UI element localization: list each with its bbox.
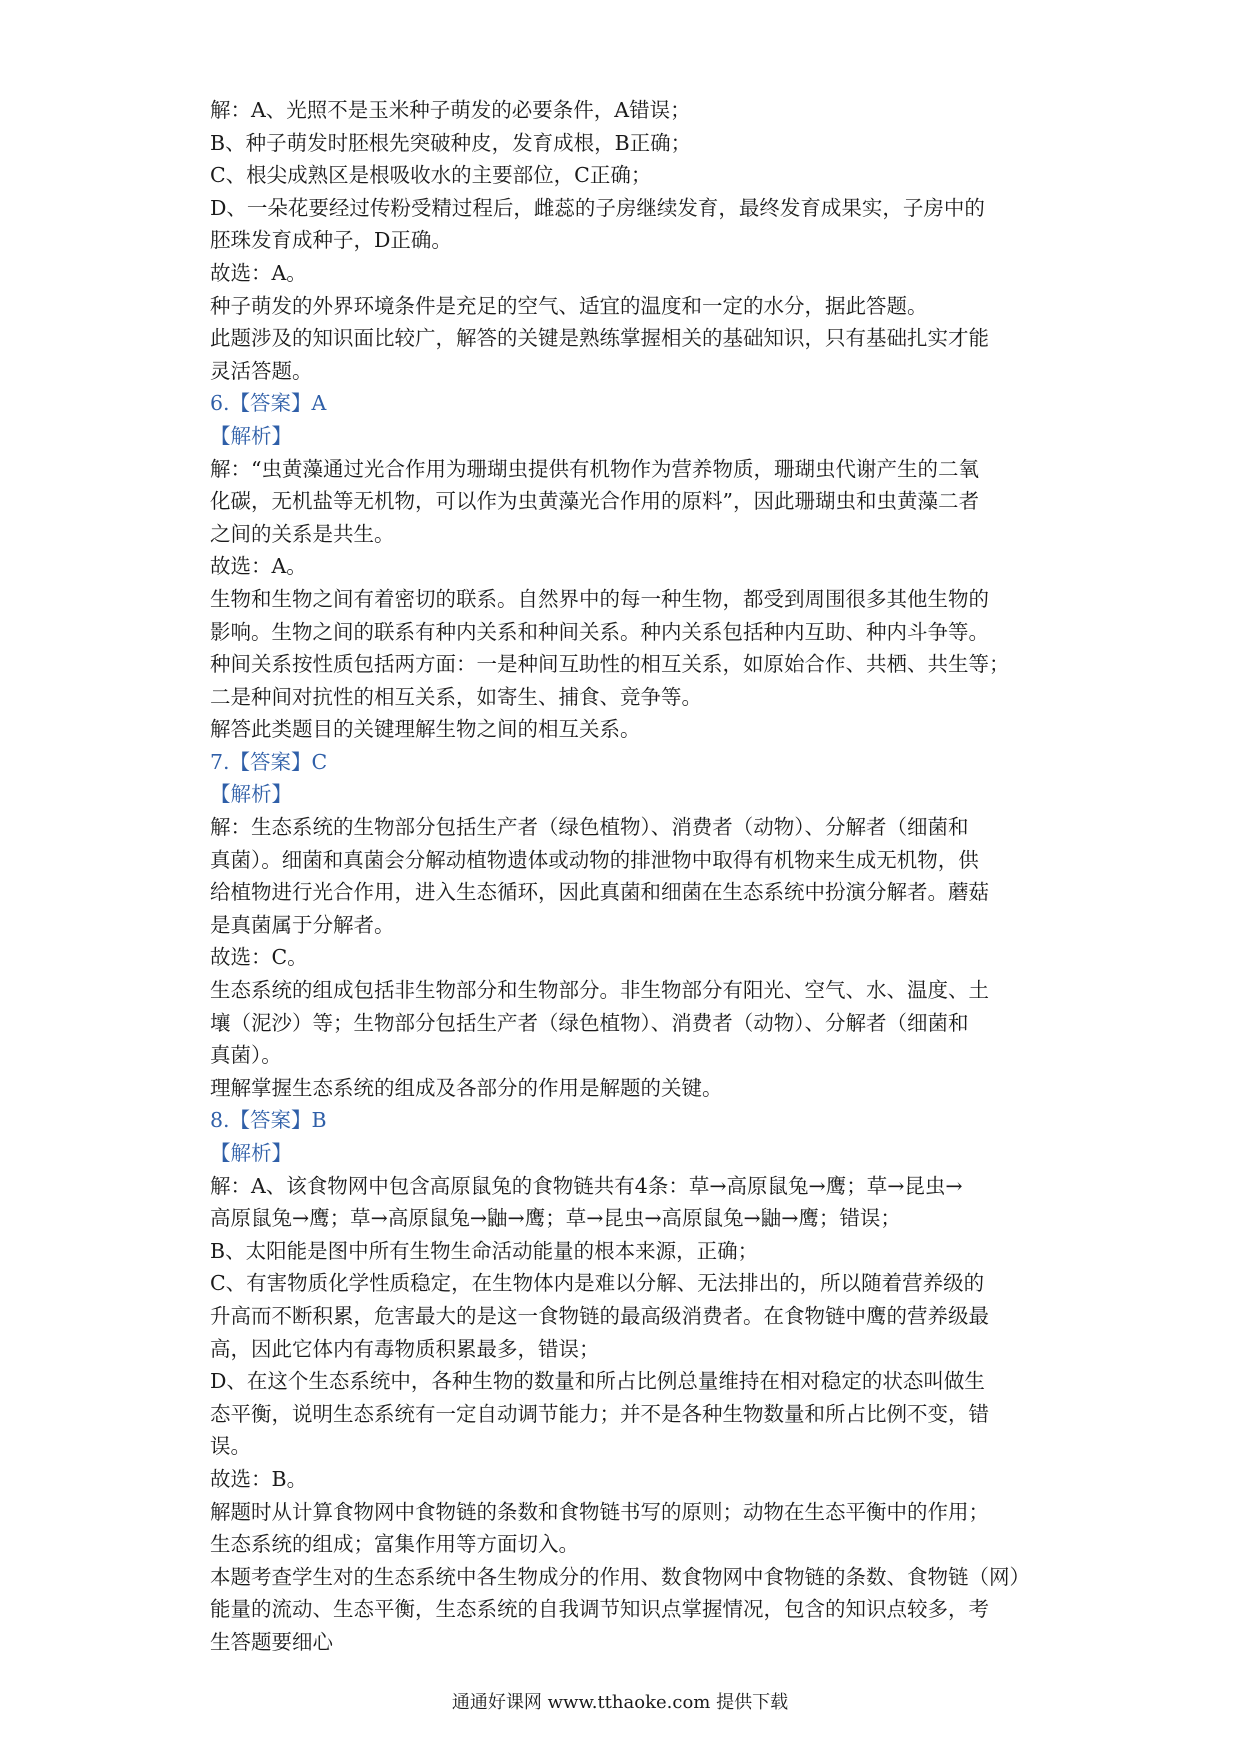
text-line: C、根尖成熟区是根吸收水的主要部位，C正确；	[210, 163, 652, 188]
text-line: 能量的流动、生态平衡，生态系统的自我调节知识点掌握情况，包含的知识点较多，考	[210, 1597, 989, 1622]
text-line: 故选：C。	[210, 945, 308, 970]
text-line: 真菌）。细菌和真菌会分解动植物遗体或动物的排泄物中取得有机物来生成无机物，供	[210, 847, 979, 872]
text-line: 解：生态系统的生物部分包括生产者（绿色植物）、消费者（动物）、分解者（细菌和	[210, 815, 969, 840]
text-line: C、有害物质化学性质稳定，在生物体内是难以分解、无法排出的，所以随着营养级的	[210, 1271, 985, 1296]
text-line: 影响。生物之间的联系有种内关系和种间关系。种内关系包括种内互助、种内斗争等。	[210, 619, 989, 644]
text-line: 灵活答题。	[210, 358, 313, 383]
text-line: 此题涉及的知识面比较广，解答的关键是熟练掌握相关的基础知识，只有基础扎实才能	[210, 326, 989, 351]
text-line: 解：“虫黄藻通过光合作用为珊瑚虫提供有机物作为营养物质，珊瑚虫代谢产生的二氧	[210, 456, 979, 481]
text-line: 真菌）。	[210, 1043, 282, 1068]
text-line: 给植物进行光合作用，进入生态循环，因此真菌和细菌在生态系统中扮演分解者。蘑菇	[210, 880, 989, 905]
page-footer: 通通好课网 www.tthaoke.com 提供下载	[451, 1692, 789, 1713]
text-line: 种间关系按性质包括两方面：一是种间互助性的相互关系，如原始合作、共栖、共生等；	[210, 652, 1010, 677]
text-line: 生物和生物之间有着密切的联系。自然界中的每一种生物，都受到周围很多其他生物的	[210, 586, 989, 611]
text-line: 生答题要细心	[210, 1629, 333, 1654]
section-heading-line: 7.【答案】C	[210, 749, 328, 774]
text-line: B、太阳能是图中所有生物生命活动能量的根本来源，正确；	[210, 1238, 759, 1263]
text-line: 故选：A。	[210, 554, 307, 579]
text-line: 理解掌握生态系统的组成及各部分的作用是解题的关键。	[210, 1075, 723, 1100]
text-line: 生态系统的组成包括非生物部分和生物部分。非生物部分有阳光、空气、水、温度、土	[210, 978, 989, 1003]
text-line: 高原鼠兔→鹰；草→高原鼠兔→鼬→鹰；草→昆虫→高原鼠兔→鼬→鹰；错误；	[210, 1206, 901, 1231]
text-line: 解题时从计算食物网中食物链的条数和食物链书写的原则；动物在生态平衡中的作用；	[210, 1499, 989, 1524]
text-line: D、在这个生态系统中，各种生物的数量和所占比例总量维持在相对稳定的状态叫做生	[210, 1369, 985, 1394]
text-line: 二是种间对抗性的相互关系，如寄生、捕食、竞争等。	[210, 684, 702, 709]
text-line: 壤（泥沙）等；生物部分包括生产者（绿色植物）、消费者（动物）、分解者（细菌和	[210, 1010, 969, 1035]
text-line: B、种子萌发时胚根先突破种皮，发育成根，B正确；	[210, 130, 692, 155]
section-heading-line: 【解析】	[210, 423, 292, 448]
text-line: 种子萌发的外界环境条件是充足的空气、适宜的温度和一定的水分，据此答题。	[210, 293, 928, 318]
text-line: 解答此类题目的关键理解生物之间的相互关系。	[210, 717, 641, 742]
text-line: 是真菌属于分解者。	[210, 912, 395, 937]
text-line: 化碳，无机盐等无机物，可以作为虫黄藻光合作用的原料”，因此珊瑚虫和虫黄藻二者	[210, 489, 979, 514]
text-line: D、一朵花要经过传粉受精过程后，雌蕊的子房继续发育，最终发育成果实，子房中的	[210, 195, 985, 220]
text-line: 误。	[210, 1434, 251, 1459]
section-heading-line: 6.【答案】A	[210, 391, 327, 416]
text-line: 解：A、光照不是玉米种子萌发的必要条件，A错误；	[210, 98, 691, 122]
text-line: 解：A、该食物网中包含高原鼠兔的食物链共有4条：草→高原鼠兔→鹰；草→昆虫→	[210, 1173, 963, 1198]
text-line: 态平衡，说明生态系统有一定自动调节能力；并不是各种生物数量和所占比例不变，错	[210, 1401, 989, 1426]
section-heading-line: 【解析】	[210, 1141, 292, 1165]
document-body	[210, 94, 1040, 1659]
text-line: 胚珠发育成种子，D正确。	[210, 228, 452, 253]
text-line: 高，因此它体内有毒物质积累最多，错误；	[210, 1336, 600, 1361]
section-heading-line: 8.【答案】B	[210, 1108, 327, 1133]
text-line: 故选：A。	[210, 260, 307, 285]
section-heading-line: 【解析】	[210, 782, 292, 807]
text-line: 之间的关系是共生。	[210, 521, 395, 546]
text-line: 故选：B。	[210, 1466, 308, 1491]
text-line: 升高而不断积累，危害最大的是这一食物链的最高级消费者。在食物链中鹰的营养级最	[210, 1303, 989, 1328]
text-line: 本题考查学生对的生态系统中各生物成分的作用、数食物网中食物链的条数、食物链（网）	[210, 1564, 1030, 1589]
text-line: 生态系统的组成；富集作用等方面切入。	[210, 1532, 579, 1557]
